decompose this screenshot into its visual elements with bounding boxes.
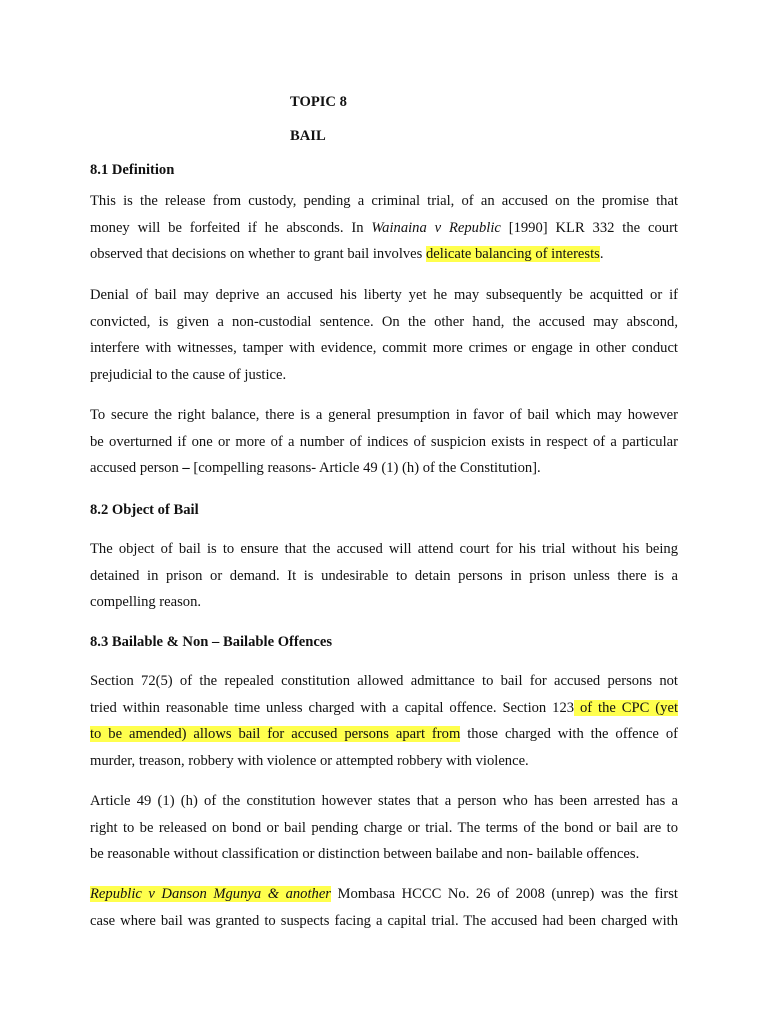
text-line	[90, 241, 678, 268]
paragraph-definition-3	[90, 402, 678, 482]
paragraph-object-of-bail	[90, 536, 678, 616]
paragraph-definition-2	[90, 282, 678, 389]
text-line: Article 49 (1) (h) of the constitution however states that a person who has been arrested has a	[90, 793, 678, 809]
text-run: money will be forfeited if he absconds. In	[90, 219, 372, 236]
section-heading-bailable-offences: 8.3 Bailable & Non – Bailable Offences	[90, 634, 333, 650]
paragraph-bailable-2	[90, 788, 678, 868]
text-line	[90, 455, 678, 482]
text-line: Section 72(5) of the repealed constitution allowed admittance to bail for accused persons not	[90, 673, 678, 689]
text-line: prejudicial to the cause of justice.	[90, 367, 287, 384]
case-citation: Wainaina v Republic	[371, 219, 501, 236]
highlighted-text: of the CPC (yet	[574, 699, 678, 716]
highlighted-text: delicate balancing of interests	[425, 246, 600, 263]
paragraph-bailable-1	[90, 668, 678, 775]
text-line: compelling reason.	[90, 594, 202, 611]
text-line: interfere with witnesses, tamper with evidence, commit more crimes or engage in other conduct	[90, 340, 678, 357]
text-run: [1990] KLR 332 the court	[500, 219, 678, 236]
text-line: be overturned if one or more of a number of indices of suspicion exists in respect of a particular	[90, 433, 678, 450]
text-run: .	[599, 246, 604, 263]
text-run: accused person	[90, 460, 183, 477]
text-line: right to be released on bond or bail pending charge or trial. The terms of the bond or bail are to	[90, 819, 678, 836]
highlighted-case-citation: Republic v Danson Mgunya & another	[90, 886, 331, 902]
text-run: observed that decisions on whether to grant bail involves	[90, 246, 426, 263]
text-line: Denial of bail may deprive an accused his liberty yet he may subsequently be acquitted or if	[90, 287, 678, 303]
text-line: This is the release from custody, pending a criminal trial, of an accused on the promise that	[90, 193, 678, 209]
text-line: detained in prison or demand. It is undesirable to detain persons in prison unless there is a	[90, 567, 678, 584]
text-line: murder, treason, robbery with violence or attempted robbery with violence.	[90, 753, 529, 770]
text-line	[90, 881, 678, 908]
paragraph-bailable-3	[90, 881, 678, 934]
text-line: case where bail was granted to suspects facing a capital trial. The accused had been charged with	[90, 912, 678, 929]
text-line: The object of bail is to ensure that the accused will attend court for his trial without his being	[90, 541, 678, 557]
text-line	[90, 215, 678, 242]
text-line	[90, 695, 678, 722]
text-line: be reasonable without classification or distinction between bailabe and non- bailable offences.	[90, 846, 640, 863]
text-run: tried within reasonable time unless charged with a capital offence. Section 123	[90, 699, 575, 716]
section-heading-definition: 8.1 Definition	[90, 162, 175, 178]
text-run: [compelling reasons- Article 49 (1) (h) of the Constitution].	[189, 460, 541, 477]
text-line	[90, 721, 678, 748]
text-line: To secure the right balance, there is a general presumption in favor of bail which may however	[90, 407, 678, 423]
paragraph-definition-1	[90, 188, 678, 268]
dash: –	[182, 460, 190, 477]
section-heading-object-of-bail: 8.2 Object of Bail	[90, 502, 199, 518]
highlighted-text: to be amended) allows bail for accused persons apart from	[90, 726, 461, 743]
text-line: convicted, is given a non-custodial sentence. On the other hand, the accused may abscond,	[90, 313, 678, 330]
topic-number: TOPIC 8	[290, 94, 347, 110]
text-run: those charged with the offence of	[460, 726, 678, 743]
text-run: Mombasa HCCC No. 26 of 2008 (unrep) was the first	[330, 886, 678, 902]
page-title: BAIL	[290, 128, 326, 144]
